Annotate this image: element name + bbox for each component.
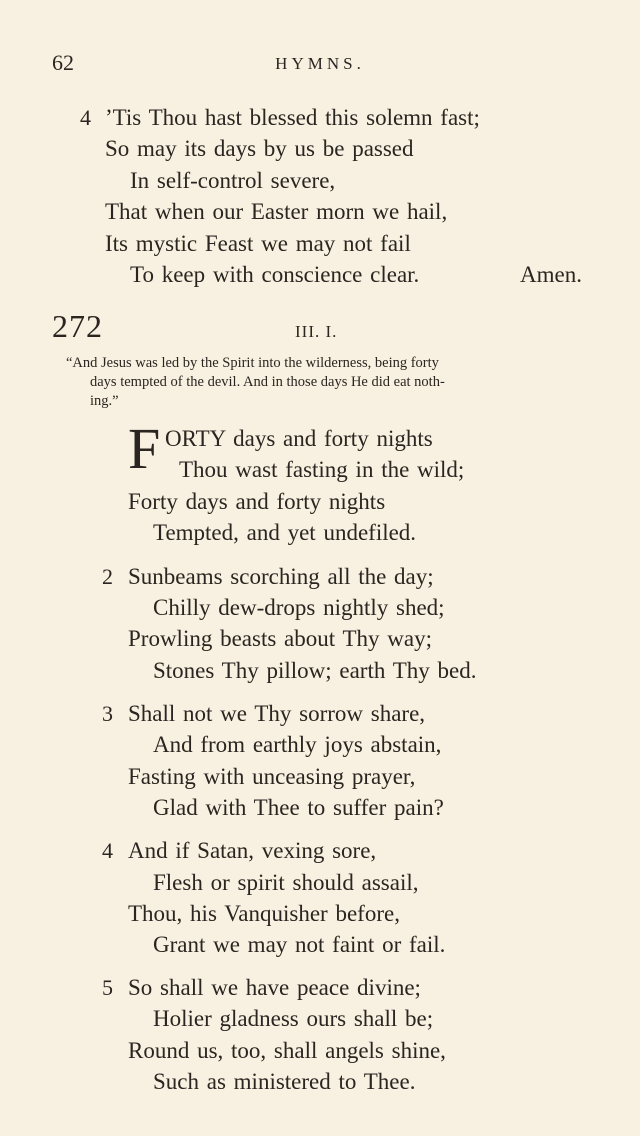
hymn-line: Its mystic Feast we may not fail [105, 231, 411, 256]
hymn-line: And from earthly joys abstain, [153, 732, 442, 757]
hymn-line: Shall not we Thy sorrow share, [128, 701, 426, 726]
hymn-line: ORTY days and forty nights [165, 426, 433, 451]
hymn-line: Such as ministered to Thee. [153, 1069, 416, 1094]
hymn-line: Flesh or spirit should assail, [153, 870, 419, 895]
hymn-line: Grant we may not faint or fail. [153, 932, 446, 957]
hymn-line: So may its days by us be passed [105, 136, 414, 161]
stanza-number: 5 [102, 975, 113, 1000]
hymn-line: That when our Easter morn we hail, [105, 199, 448, 224]
hymn-line: Holier gladness ours shall be; [153, 1006, 434, 1031]
hymn-line: Fasting with unceasing prayer, [128, 764, 416, 789]
hymn-line: Stones Thy pillow; earth Thy bed. [153, 658, 477, 683]
hymn-line: Thou, his Vanquisher before, [128, 901, 400, 926]
epigraph-line: days tempted of the devil. And in those days He did eat noth- [90, 374, 445, 390]
hymn-line: Forty days and forty nights [128, 489, 386, 514]
stanza-number: 4 [80, 105, 91, 130]
stanza-number: 4 [102, 838, 113, 863]
page-number: 62 [52, 50, 74, 75]
hymn-line: Chilly dew-drops nightly shed; [153, 595, 445, 620]
epigraph-line: ing.” [90, 393, 119, 409]
tune-meter: III. I. [295, 322, 338, 341]
hymn-line: Sunbeams scorching all the day; [128, 564, 434, 589]
page-header [52, 50, 588, 80]
running-head: HYMNS. [275, 54, 365, 73]
hymn-line: Round us, too, shall angels shine, [128, 1038, 446, 1063]
epigraph [66, 354, 596, 411]
hymn-line: To keep with conscience clear. [130, 262, 420, 287]
stanza-number: 2 [102, 564, 113, 589]
hymn-line: ’Tis Thou hast blessed this solemn fast; [105, 105, 480, 130]
hymn-line: So shall we have peace divine; [128, 975, 421, 1000]
hymn-line: In self-control severe, [130, 168, 336, 193]
stanza-number: 3 [102, 701, 113, 726]
hymn-line: Tempted, and yet undefiled. [153, 520, 417, 545]
hymn-line: Thou wast fasting in the wild; [179, 457, 465, 482]
hymn-line: Prowling beasts about Thy way; [128, 626, 432, 651]
hymn-number: 272 [52, 308, 103, 344]
drop-cap: F [128, 416, 161, 481]
hymn-line: Glad with Thee to suffer pain? [153, 795, 444, 820]
hymn-line: And if Satan, vexing sore, [128, 838, 377, 863]
epigraph-line: “And Jesus was led by the Spirit into the wilderness, being forty [66, 355, 439, 371]
amen: Amen. [520, 262, 582, 287]
